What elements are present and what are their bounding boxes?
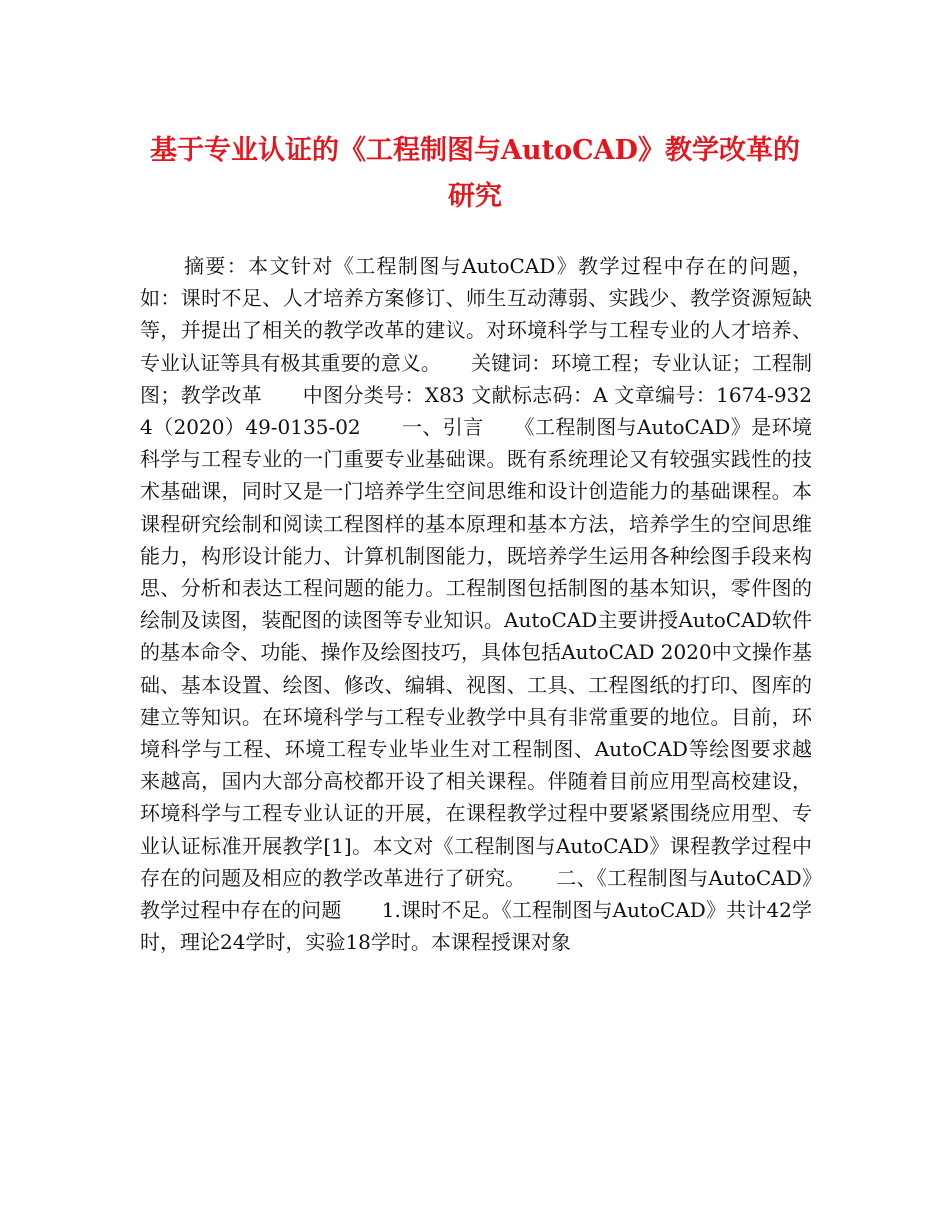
document-title: 基于专业认证的《工程制图与AutoCAD》教学改革的研究	[150, 135, 800, 212]
document-body: 摘要：本文针对《工程制图与AutoCAD》教学过程中存在的问题，如：课时不足、人才培养方案修订、师生互动薄弱、实践少、教学资源短缺等，并提出了相关的教学改革的建议。对环境科学与工程专业的人才培养、专业认证等具有极其重要的意义。 关键词：环境工程；专业认证；工程制图；教学改革 中图分类号：X83 文献标志码：A 文章编号：1674-9324（2020）49-0135-02 一、引言 《工程制图与AutoCAD》是环境科学与工程专业的一门重要专业基础课。既有系统理论又有较强实践性的技术基础课，同时又是一门培养学生空间思维和设计创造能力的基础课程。本课程研究绘制和阅读工程图样的基本原理和基本方法，培养学生的空间思维能力，构形设计能力、计算机制图能力，既培养学生运用各种绘图手段来构思、分析和表达工程问题的能力。工程制图包括制图的基本知识，零件图的绘制及读图，装配图的读图等专业知识。AutoCAD主要讲授AutoCAD软件的基本命令、功能、操作及绘图技巧，具体包括AutoCAD 2020中文操作基础、基本设置、绘图、修改、编辑、视图、工具、工程图纸的打印、图库的建立等知识。在环境科学与工程专业教学中具有非常重要的地位。目前，环境科学与工程、环境工程专业毕业生对工程制图、AutoCAD等绘图要求越来越高，国内大部分高校都开设了相关课程。伴随着目前应用型高校建设，环境科学与工程专业认证的开展，在课程教学过程中要紧紧围绕应用型、专业认证标准开展教学[1]。本文对《工程制图与AutoCAD》课程教学过程中存在的问题及相应的教学改革进行了研究。 二、《工程制图与AutoCAD》教学过程中存在的问题 1.课时不足。《工程制图与AutoCAD》共计42学时，理论24学时，实验18学时。本课程授课对象	[140, 254, 812, 955]
